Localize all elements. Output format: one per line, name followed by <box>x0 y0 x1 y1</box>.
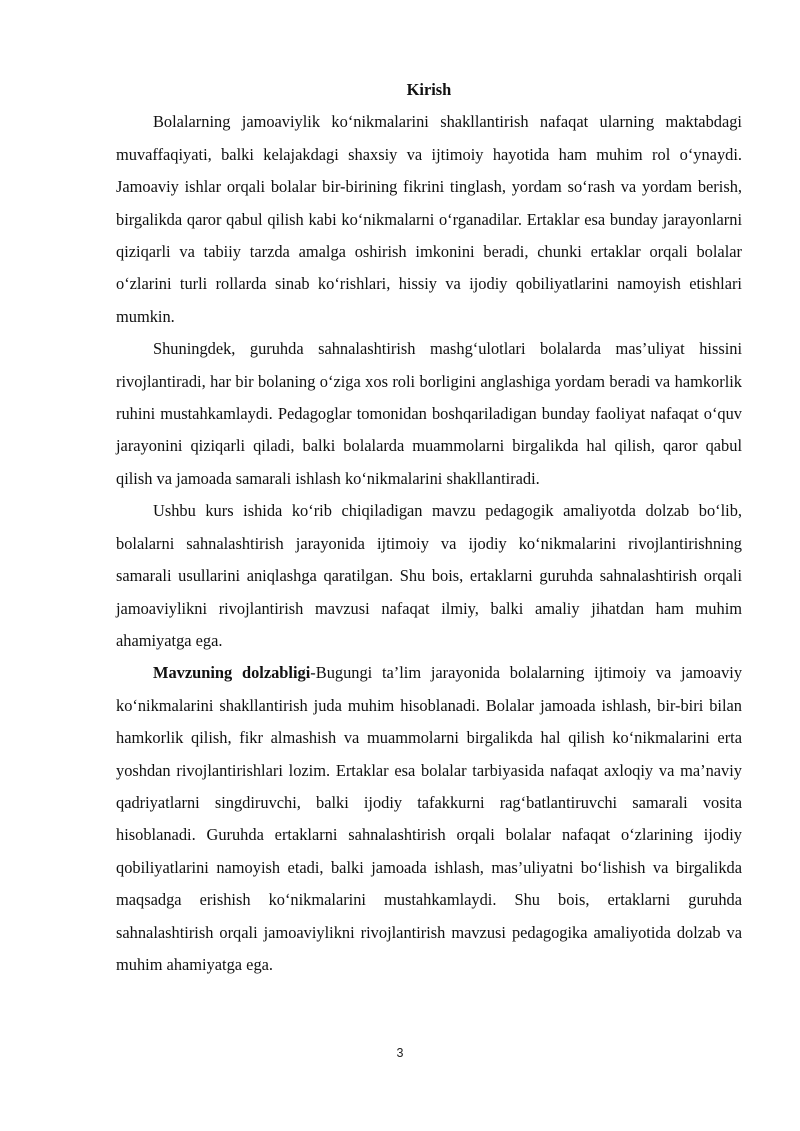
paragraph-intro <box>116 106 742 333</box>
paragraph-staging <box>116 333 742 495</box>
paragraph-relevance <box>116 657 742 981</box>
document-page <box>116 74 742 981</box>
paragraph-course-topic <box>116 495 742 657</box>
paragraph-lead-term: Mavzuning dolzabligi <box>153 663 311 683</box>
paragraph-text: Bolalarning jamoaviylik ko‘nikmalarini shakllantirish nafaqat ularning maktabdagi muvaffaqiyati, balki kelajakdagi shaxsiy va ijtimoiy hayotida ham muhim rol o‘ynaydi. Jamoaviy ishlar orqali bolalar bir-birining fikrini tinglash, yordam so‘rash va yordam berish, birgalikda qaror qabul qilish kabi ko‘nikmalarni o‘rganadilar. Ertaklar esa bunday jarayonlarni qiziqarli va tabiiy tarzda amalga oshirish imkonini beradi, chunki ertaklar orqali bolalar o‘zlarini turli rollarda sinab ko‘rishlari, hissiy va ijodiy qobiliyatlarini namoyish etishlari mumkin. <box>116 112 742 326</box>
page-number: 3 <box>396 1046 404 1060</box>
paragraph-text: -Bugungi ta’lim jarayonida bolalarning ijtimoiy va jamoaviy ko‘nikmalarini shakllantirish juda muhim hisoblanadi. Bolalar jamoada ishlash, bir-biri bilan hamkorlik qilish, fikr almashish va muammolarni birgalikda hal qilish ko‘nikmalarini erta yoshdan rivojlantirishlari lozim. Ertaklar esa bolalar tarbiyasida nafaqat axloqiy va ma’naviy qadriyatlarni singdiruvchi, balki ijodiy tafakkurni rag‘batlantiruvchi samarali vosita hisoblanadi. Guruhda ertaklarni sahnalashtirish orqali bolalar nafaqat o‘zlarining ijodiy qobiliyatlarini namoyish etadi, balki jamoada ishlash, mas’uliyatni bo‘lishish va birgalikda maqsadga erishish ko‘nikmalarini mustahkamlaydi. Shu bois, ertaklarni guruhda sahnalashtirish orqali jamoaviylikni rivojlantirish mavzusi pedagogika amaliyotida dolzab va muhim ahamiyatga ega. <box>116 663 743 974</box>
paragraph-text: Ushbu kurs ishida ko‘rib chiqiladigan mavzu pedagogik amaliyotda dolzab bo‘lib, bolalarni sahnalashtirish jarayonida ijtimoiy va ijodiy ko‘nikmalarini rivojlantirishning samarali usullarini aniqlashga qaratilgan. Shu bois, ertaklarni guruhda sahnalashtirish orqali jamoaviylikni rivojlantirish mavzusi nafaqat ilmiy, balki amaliy jihatdan ham muhim ahamiyatga ega. <box>116 501 742 650</box>
section-title: Kirish <box>406 80 452 99</box>
paragraph-text: Shuningdek, guruhda sahnalashtirish mashg‘ulotlari bolalarda mas’uliyat hissini rivojlantiradi, har bir bolaning o‘ziga xos roli borligini anglashiga yordam beradi va hamkorlik ruhini mustahkamlaydi. Pedagoglar tomonidan boshqariladigan bunday faoliyat nafaqat o‘quv jarayonini qiziqarli qiladi, balki bolalarda muammolarni birgalikda hal qilish, qaror qabul qilish va jamoada samarali ishlash ko‘nikmalarini shakllantiradi. <box>116 339 742 488</box>
